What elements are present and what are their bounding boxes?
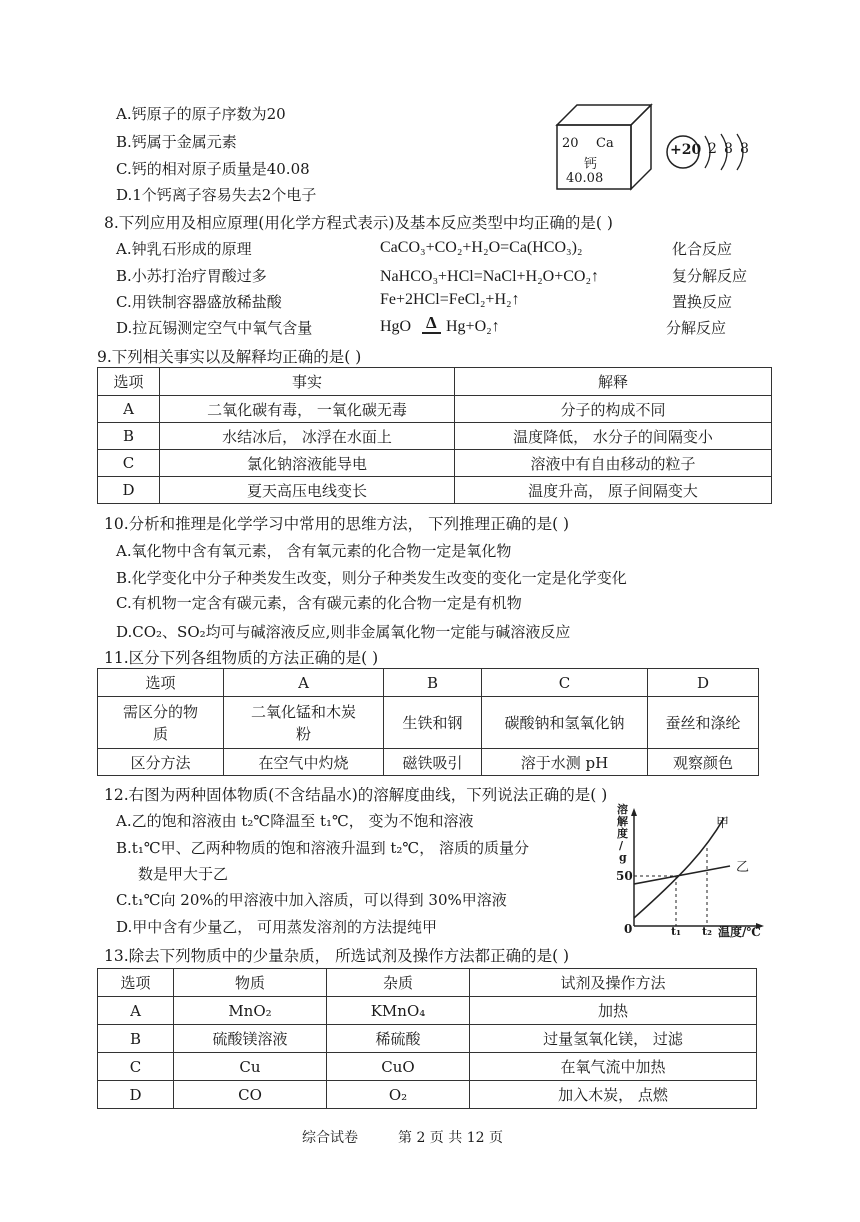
q13-table [97,968,757,1109]
table-header-row [98,368,772,396]
q8-d-equation-left: HgO [380,318,412,335]
table-header-cell: B [384,669,482,697]
table-cell [224,697,384,749]
graph-ylabel-4: / [619,839,624,852]
table-header-cell: 选项 [98,669,224,697]
q12-stem: 12.右图为两种固体物质(不含结晶水)的溶解度曲线，下列说法正确的是( ) [104,786,608,804]
table-cell: 生铁和钢 [384,697,482,749]
q12-option-a: A.乙的饱和溶液由 t₂℃降温至 t₁℃， 变为不饱和溶液 [116,812,474,830]
table-row [98,697,759,749]
q12-option-c: C.t₁℃向 20%的甲溶液中加入溶质，可以得到 30%甲溶液 [116,891,507,909]
graph-t1: t₁ [671,925,681,938]
table-cell: MnO₂ [174,997,327,1025]
q10-option-c: C.有机物一定含有碳元素，含有碳元素的化合物一定是有机物 [116,594,522,612]
q12-option-b: B.t₁℃甲、乙两种物质的饱和溶液升温到 t₂℃， 溶质的质量分 [116,839,529,857]
table-header-cell: 解释 [455,368,772,396]
table-cell: D [98,1081,174,1109]
table-cell: 温度升高， 原子间隔变大 [455,477,772,504]
table-header-row [98,669,759,697]
table-row [98,997,757,1025]
shell-3: 8 [740,141,749,157]
graph-t2: t₂ [702,925,712,938]
table-header-row [98,969,757,997]
q9-table [97,367,772,504]
table-row [98,477,772,504]
graph-series-yi: 乙 [736,860,750,875]
graph-series-jia: 甲 [716,816,730,831]
table-cell: 过量氢氧化镁， 过滤 [470,1025,757,1053]
cell-text-line: 需区分的物 [122,702,198,721]
q11-table [97,668,759,776]
table-cell: C [98,1053,174,1081]
table-row [98,423,772,450]
q9-stem: 9.下列相关事实以及解释均正确的是( ) [97,348,362,366]
table-row [98,1025,757,1053]
table-cell: KMnO₄ [327,997,470,1025]
table-cell: A [98,997,174,1025]
element-name: 钙 [584,157,598,172]
table-row [98,396,772,423]
table-header-cell: 选项 [98,969,174,997]
table-cell: B [98,1025,174,1053]
q7-option-a: A.钙原子的原子序数为20 [116,105,286,123]
table-header-cell: 物质 [174,969,327,997]
nucleus-charge: +20 [670,142,702,158]
graph-origin: 0 [624,922,633,936]
graph-ylabel-1: 溶 [617,803,628,816]
graph-ylabel-3: 度 [617,827,628,840]
q7-option-d: D.1个钙离子容易失去2个电子 [116,186,317,204]
table-cell: A [98,396,160,423]
table-row [98,1081,757,1109]
table-header-cell: 选项 [98,368,160,396]
table-cell: 在氧气流中加热 [470,1053,757,1081]
table-cell: 二氧化碳有毒， 一氧化碳无毒 [160,396,455,423]
table-cell: 分子的构成不同 [455,396,772,423]
shell-1: 2 [708,141,717,157]
table-header-cell: A [224,669,384,697]
q11-stem: 11.区分下列各组物质的方法正确的是( ) [104,649,379,667]
cell-text-line: 粉 [295,724,311,743]
table-cell: 溶于水测 pH [482,749,648,776]
q8-c-application: C.用铁制容器盛放稀盐酸 [116,293,282,311]
table-header-cell: 事实 [160,368,455,396]
table-header-cell: 杂质 [327,969,470,997]
element-number: 20 [562,136,579,151]
table-cell: 加热 [470,997,757,1025]
q8-d-heat-symbol: Δ [422,314,441,334]
footer-exam-name: 综合试卷 [302,1130,358,1146]
table-header-cell: 试剂及操作方法 [470,969,757,997]
q10-option-d: D.CO₂、SO₂均可与碱溶液反应,则非金属氧化物一定能与碱溶液反应 [116,623,571,641]
q8-b-type: 复分解反应 [672,267,748,285]
q10-stem: 10.分析和推理是化学学习中常用的思维方法， 下列推理正确的是( ) [104,515,570,533]
table-header-cell: D [648,669,759,697]
graph-y-tick-50: 50 [616,869,633,883]
cell-text-line: 二氧化锰和木炭 [250,702,356,721]
table-cell: O₂ [327,1081,470,1109]
table-row [98,450,772,477]
table-row [98,749,759,776]
table-cell: 碳酸钠和氢氧化钠 [482,697,648,749]
graph-ylabel-2: 解 [617,815,628,828]
q8-d-application: D.拉瓦锡测定空气中氧气含量 [116,319,313,337]
q8-stem: 8.下列应用及相应原理(用化学方程式表示)及基本反应类型中均正确的是( ) [104,214,613,232]
table-cell: 氯化钠溶液能导电 [160,450,455,477]
q13-stem: 13.除去下列物质中的少量杂质， 所选试剂及操作方法都正确的是( ) [104,947,570,965]
q10-option-a: A.氧化物中含有氧元素， 含有氧元素的化合物一定是氧化物 [116,542,512,560]
table-cell: CO [174,1081,327,1109]
q8-d-equation-right: Hg+O₂↑ [446,318,500,335]
q8-b-equation: NaHCO₃+HCl=NaCl+H₂O+CO₂↑ [380,268,600,285]
q12-option-d: D.甲中含有少量乙， 可用蒸发溶剂的方法提纯甲 [116,918,438,936]
table-cell: 水结冰后， 冰浮在水面上 [160,423,455,450]
q8-a-application: A.钟乳石形成的原理 [116,240,252,258]
q10-option-b: B.化学变化中分子种类发生改变，则分子种类发生改变的变化一定是化学变化 [116,569,627,587]
table-cell: Cu [174,1053,327,1081]
graph-xlabel: 温度/℃ [718,925,761,939]
table-cell: 夏天高压电线变长 [160,477,455,504]
element-mass: 40.08 [566,171,604,186]
table-cell: 加入木炭， 点燃 [470,1081,757,1109]
footer-page-number: 第 2 页 共 12 页 [398,1130,503,1146]
table-cell: 在空气中灼烧 [224,749,384,776]
q12-option-b-continued: 数是甲大于乙 [138,865,229,883]
table-cell [98,697,224,749]
table-cell: D [98,477,160,504]
table-cell: 蚕丝和涤纶 [648,697,759,749]
q8-c-type: 置换反应 [672,293,733,311]
graph-ylabel-5: g [619,851,627,864]
table-cell: 温度降低， 水分子的间隔变小 [455,423,772,450]
table-row [98,1053,757,1081]
table-cell: CuO [327,1053,470,1081]
q7-option-c: C.钙的相对原子质量是40.08 [116,160,310,178]
q8-a-equation: CaCO₃+CO₂+H₂O=Ca(HCO₃)₂ [380,239,583,256]
element-symbol: Ca [596,136,614,151]
table-cell: 稀硫酸 [327,1025,470,1053]
q8-a-type: 化合反应 [672,240,733,258]
table-cell: 磁铁吸引 [384,749,482,776]
table-cell: 溶液中有自由移动的粒子 [455,450,772,477]
table-cell: 区分方法 [98,749,224,776]
table-cell: C [98,450,160,477]
q8-c-equation: Fe+2HCl=FeCl₂+H₂↑ [380,291,520,308]
cell-text-line: 质 [152,724,168,743]
table-cell: 观察颜色 [648,749,759,776]
table-cell: 硫酸镁溶液 [174,1025,327,1053]
shell-2: 8 [724,141,733,157]
table-header-cell: C [482,669,648,697]
q8-b-application: B.小苏打治疗胃酸过多 [116,267,267,285]
table-cell: B [98,423,160,450]
q7-option-b: B.钙属于金属元素 [116,133,237,151]
q8-d-type: 分解反应 [666,319,727,337]
